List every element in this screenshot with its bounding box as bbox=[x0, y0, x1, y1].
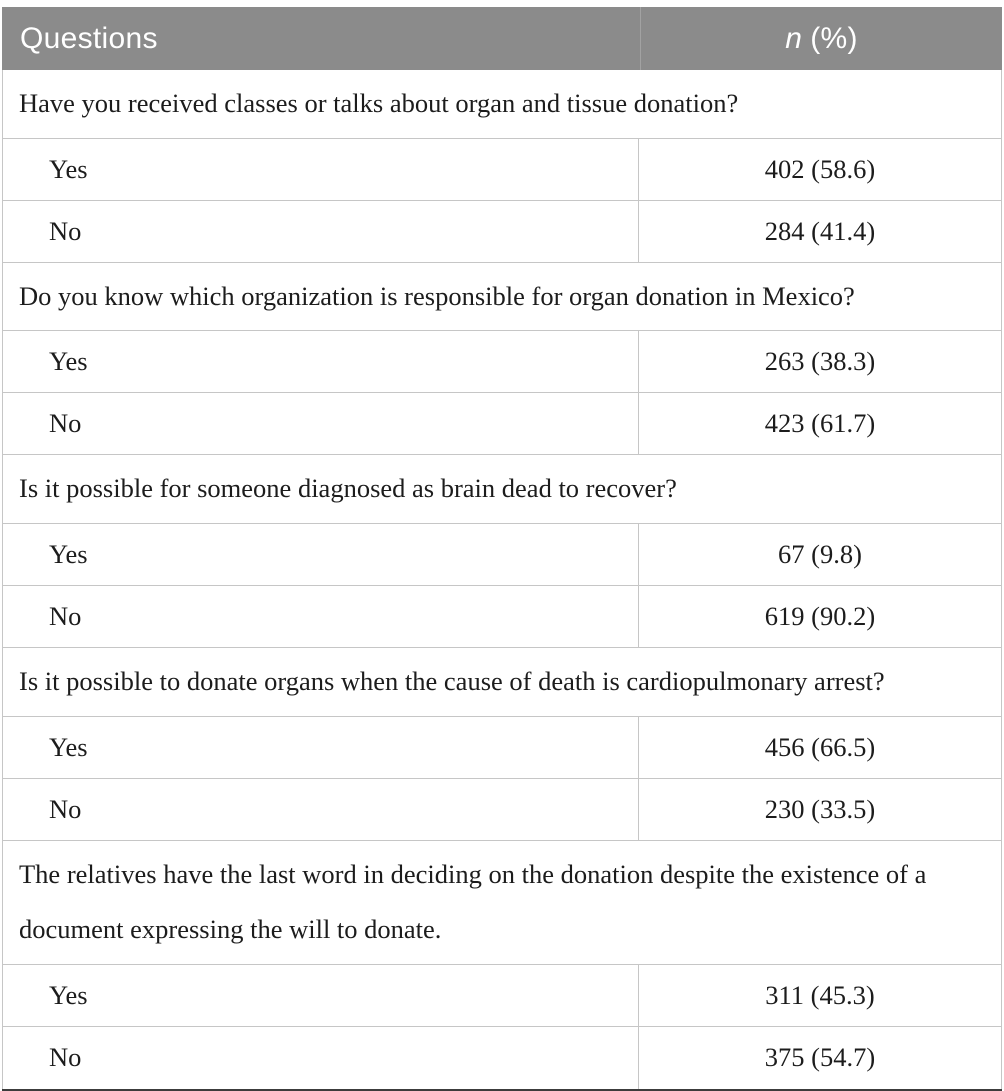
header-questions: Questions bbox=[20, 21, 158, 55]
answer-row bbox=[2, 139, 1002, 201]
answer-label: Yes bbox=[3, 965, 639, 1026]
answer-row bbox=[2, 331, 1002, 393]
answer-label: No bbox=[3, 586, 639, 647]
question-text: The relatives have the last word in deciding on the donation despite the existence of a document expressing the will to donate. bbox=[19, 858, 927, 945]
survey-results-table bbox=[2, 7, 1002, 1091]
answer-label: Yes bbox=[3, 139, 639, 200]
answer-label: No bbox=[3, 393, 639, 454]
answer-label: Yes bbox=[3, 717, 639, 778]
answer-row bbox=[2, 201, 1002, 263]
answer-label: Yes bbox=[3, 331, 639, 392]
header-n-symbol: n bbox=[785, 21, 803, 55]
answer-row bbox=[2, 717, 1002, 779]
question-row bbox=[2, 841, 1002, 965]
answer-value: 619 (90.2) bbox=[764, 600, 876, 631]
question-row bbox=[2, 263, 1002, 332]
header-percent-symbol: (%) bbox=[810, 21, 858, 55]
table-header-row bbox=[2, 7, 1002, 70]
question-row bbox=[2, 70, 1002, 139]
answer-row bbox=[2, 779, 1002, 841]
answer-label: No bbox=[3, 1027, 639, 1089]
answer-value: 311 (45.3) bbox=[765, 979, 875, 1010]
question-row bbox=[2, 648, 1002, 717]
question-row bbox=[2, 455, 1002, 524]
table-body bbox=[2, 70, 1002, 1091]
question-text: Do you know which organization is responsible for organ donation in Mexico? bbox=[19, 280, 855, 311]
answer-row bbox=[2, 524, 1002, 586]
answer-value: 402 (58.6) bbox=[764, 153, 876, 184]
question-text: Have you received classes or talks about organ and tissue donation? bbox=[19, 88, 739, 118]
answer-value: 263 (38.3) bbox=[764, 346, 876, 377]
answer-value: 284 (41.4) bbox=[764, 215, 876, 246]
answer-label: No bbox=[3, 779, 639, 840]
answer-value: 375 (54.7) bbox=[764, 1042, 876, 1073]
answer-value: 67 (9.8) bbox=[778, 538, 862, 569]
answer-row bbox=[2, 965, 1002, 1027]
answer-label: No bbox=[3, 201, 639, 262]
answer-row bbox=[2, 1027, 1002, 1089]
answer-label: Yes bbox=[3, 524, 639, 585]
answer-value: 423 (61.7) bbox=[764, 408, 876, 439]
answer-value: 230 (33.5) bbox=[764, 793, 876, 824]
question-text: Is it possible for someone diagnosed as brain dead to recover? bbox=[19, 473, 677, 504]
answer-value: 456 (66.5) bbox=[764, 731, 876, 762]
question-text: Is it possible to donate organs when the cause of death is cardiopulmonary arrest? bbox=[19, 665, 885, 696]
header-n-percent bbox=[640, 7, 1002, 70]
answer-row bbox=[2, 393, 1002, 455]
answer-row bbox=[2, 586, 1002, 648]
